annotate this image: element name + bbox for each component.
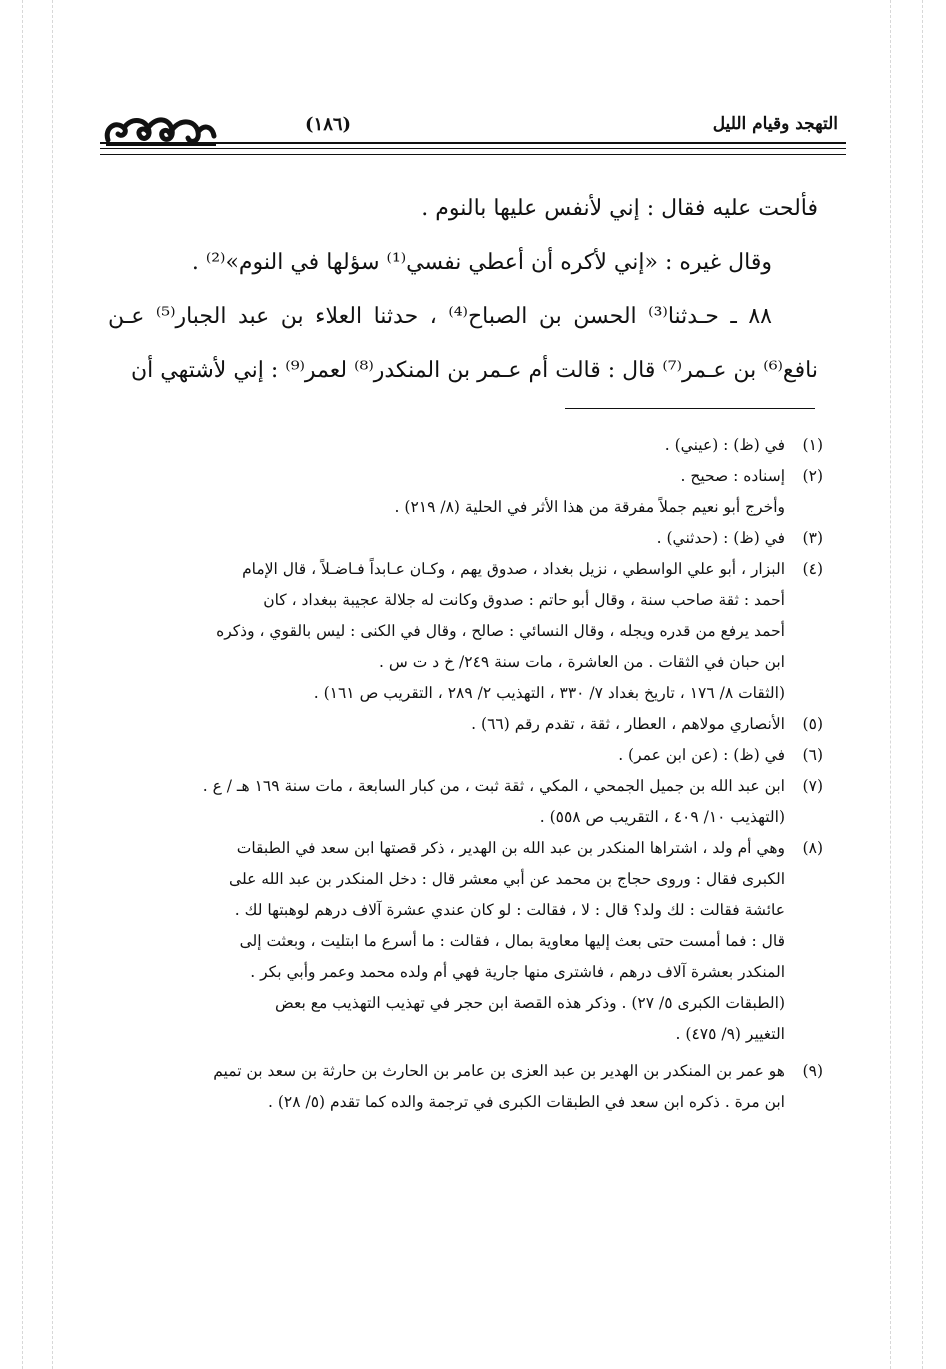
header-rule	[100, 154, 846, 155]
running-title: التهجد وقيام الليل	[712, 114, 838, 134]
footnote-line: (الطبقات الكبرى ٥/ ٢٧) . وذكر هذه القصة ابن حجر في تهذيب التهذيب مع بعض	[275, 994, 785, 1012]
footnote	[100, 771, 823, 833]
footnote-line: ابن مرة . ذكره ابن سعد في الطبقات الكبرى في ترجمة والده كما تقدم (٥/ ٢٨) .	[268, 1093, 785, 1111]
footnote	[100, 430, 823, 461]
footnote	[100, 1056, 823, 1118]
footnote-line: أحمد يرفع من قدره ويجله ، وقال النسائي : صالح ، وقال في الكنى : ليس بالقوي ، وذكره	[216, 622, 785, 640]
header-rule	[100, 142, 846, 144]
footnote-line: ابن عبد الله بن جميل الجمحي ، المكي ، ثقة ثبت ، من كبار السابعة ، مات سنة ١٦٩ هـ / ع .	[202, 777, 785, 795]
footnote-number: (٦)	[802, 746, 823, 764]
footnote-number: (٢)	[802, 467, 823, 485]
footnote-number: (٩)	[802, 1062, 823, 1080]
footnote-number: (٨)	[802, 839, 823, 857]
footnote-number: (٣)	[802, 529, 823, 547]
footnote-line: في (ظ) : (حدثني) .	[656, 529, 785, 547]
footnote-line: وهي أم ولد ، اشتراها المنكدر بن عبد الله بن الهدير ، ذكر قصتها ابن سعد في الطبقات	[236, 839, 785, 857]
scan-edge-line	[52, 0, 53, 1369]
footnote-line: في (ظ) : (عن ابن عمر) .	[618, 746, 785, 764]
scan-edge-line	[922, 0, 923, 1369]
footnote-line: المنكدر بعشرة آلاف درهم ، فاشترى منها جارية فهي أم ولده محمد وعمر وأبي بكر .	[250, 963, 785, 981]
footnote-line: في (ظ) : (عيني) .	[664, 436, 785, 454]
footnote-number: (٧)	[802, 777, 823, 795]
main-text	[108, 182, 818, 398]
footnote-number: (٥)	[802, 715, 823, 733]
footnote	[100, 833, 823, 1050]
footnote	[100, 523, 823, 554]
footnote-line: ابن حبان في الثقات . من العاشرة ، مات سنة ٢٤٩/ خ د ت س .	[379, 653, 785, 671]
footnote-line: الأنصاري مولاهم ، العطار ، ثقة ، تقدم رقم (٦٦) .	[471, 715, 785, 733]
footnote	[100, 554, 823, 709]
main-line: وقال غيره : «إني لأكره أن أعطي نفسي⁽¹⁾ سؤلها في النوم»⁽²⁾ .	[191, 250, 772, 275]
main-paragraph: ٨٨ ـ حـدثنا⁽³⁾ الحسن بن الصباح⁽⁴⁾ ، حدثنا العلاء بن عبد الجبار⁽⁵⁾ عـن نافع⁽⁶⁾ بن عـمر⁽⁷⁾ قال : قالت أم عـمر بن المنكدر⁽⁸⁾ لعمر⁽⁹⁾ : إني لأشتهي أن	[108, 304, 818, 383]
footnote-line: البزار ، أبو علي الواسطي ، نزيل بغداد ، صدوق يهم ، وكـان عـابداً فـاضـلاً ، قال الإمام	[242, 560, 785, 578]
footnote-line: قال : فما أمست حتى بعث إليها معاوية بمال ، فقالت : ما أسرع ما ابتليت ، وبعثت إلى	[239, 932, 785, 950]
footnote-line: (التهذيب ١٠/ ٤٠٩ ، التقريب ص ٥٥٨) .	[539, 808, 785, 826]
footnote-number: (١)	[802, 436, 823, 454]
footnote-line: وأخرج أبو نعيم جملاً مفرقة من هذا الأثر في الحلية (٨/ ٢١٩) .	[394, 498, 785, 516]
footnote-line: إسناده : صحيح .	[680, 467, 785, 485]
scan-edge-line	[890, 0, 891, 1369]
page-number: (١٨٦)	[305, 114, 352, 135]
header-rule	[100, 148, 846, 149]
footnotes	[100, 430, 823, 1118]
footnote-line: عائشة فقالت : لك ولد؟ قال : لا ، فقالت : لو كان عندي عشرة آلاف درهم لوهبتها لك .	[234, 901, 785, 919]
ornament-icon	[100, 110, 220, 150]
footnote-line: الكبرى فقال : وروى حجاج بن محمد عن أبي معشر قال : دخل المنكدر بن عبد الله على	[229, 870, 785, 888]
footnote-line: (الثقات ٨/ ١٧٦ ، تاريخ بغداد ٧/ ٣٣٠ ، التهذيب ٢/ ٢٨٩ ، التقريب ص ١٦١) .	[313, 684, 785, 702]
footnote-line: أحمد : ثقة صاحب سنة ، وقال أبو حاتم : صدوق وكانت له جلالة عجيبة ببغداد ، كان	[263, 591, 785, 609]
main-line: فألحت عليه فقال : إني لأنفس عليها بالنوم .	[421, 196, 818, 221]
footnote-line: التغيير (٩/ ٤٧٥) .	[675, 1025, 785, 1043]
footnote	[100, 709, 823, 740]
scan-edge-line	[22, 0, 23, 1369]
footnote-number: (٤)	[802, 560, 823, 578]
footnote	[100, 740, 823, 771]
footnote	[100, 461, 823, 523]
footnote-separator	[565, 408, 815, 409]
footnote-line: هو عمر بن المنكدر بن الهدير بن عبد العزى بن عامر بن الحارث بن حارثة بن سعد بن تميم	[213, 1062, 785, 1080]
